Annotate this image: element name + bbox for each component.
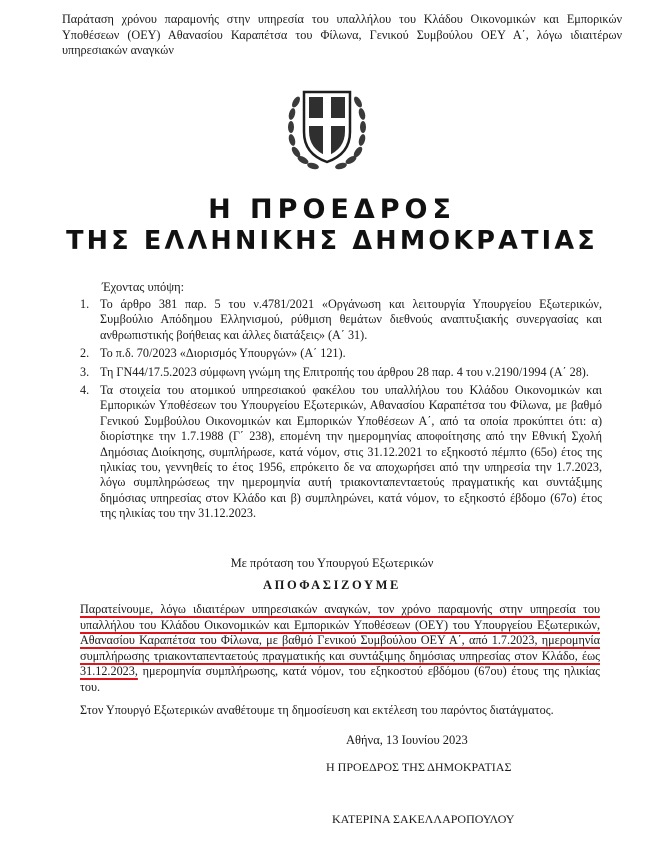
president-label: Η ΠΡΟΕΔΡΟΣ ΤΗΣ ΔΗΜΟΚΡΑΤΙΑΣ (326, 760, 512, 774)
decision-heading: ΑΠΟΦΑΣΙΖΟΥΜΕ (263, 578, 401, 592)
list-item (80, 297, 602, 343)
decision-paragraph (80, 602, 600, 696)
list-item-text: Τη ΓΝ44/17.5.2023 σύμφωνη γνώμη της Επιτροπής του άρθρου 28 παρ. 4 του ν.2190/1994 (Α΄ 28). (100, 364, 589, 379)
list-item (80, 365, 602, 380)
list-item-number: 1. (80, 297, 90, 311)
header-note: Παράταση χρόνου παραμονής στην υπηρεσία του υπαλλήλου του Κλάδου Οικονομικών και Εμπορικών Υποθέσεων (ΟΕΥ) Αθανασίου Καραπέτσα του Φίλωνα, Γενικού Συμβούλου ΟΕΥ Α΄, λόγω ιδιαιτέρων υπηρεσιακών αναγκών (62, 12, 622, 57)
signature-name: ΚΑΤΕΡΙΝΑ ΣΑΚΕΛΛΑΡΟΠΟΥΛΟΥ (332, 812, 515, 826)
list-item (80, 346, 602, 361)
list-item-number: 4. (80, 383, 90, 398)
highlighted-decision-text: Παρατείνουμε, λόγω ιδιαιτέρων υπηρεσιακών αναγκών, τον χρόνο παραμονής στην υπηρεσία του υπαλλήλου του Κλάδου Οικονομικών και Εμπορικών Υποθέσεων (ΟΕΥ) του Υπουργείου Εξωτερικών, Αθανασίου Καραπέτσα του Φίλωνα, με βαθμό Γενικού Συμβούλου ΟΕΥ Α΄, από 1.7.2023, ημερομηνία συμπλήρωσης τριακονταπενταετούς πραγματικής και συντάξιμης δημόσιας υπηρεσίας στον Κλάδο, έως 31.12.2023, (80, 602, 600, 679)
page-title: Η ΠΡΟΕΔΡΟΣ (208, 194, 456, 225)
instruction-line: Στον Υπουργό Εξωτερικών αναθέτουμε τη δημοσίευση και εκτέλεση του παρόντος διατάγματος. (80, 703, 554, 717)
considering-label: Έχοντας υπόψη: (102, 280, 185, 294)
page-subtitle: ΤΗΣ ΕΛΛΗΝΙΚΗΣ ΔΗΜΟΚΡΑΤΙΑΣ (66, 226, 598, 256)
shield-icon (304, 92, 350, 162)
greek-coat-of-arms-icon (286, 82, 368, 172)
dateline: Αθήνα, 13 Ιουνίου 2023 (346, 733, 468, 747)
list-item-number: 2. (80, 346, 90, 361)
list-item-text: Το π.δ. 70/2023 «Διορισμός Υπουργών» (Α΄ 121). (100, 346, 346, 361)
decision-text-rest: ημερομηνία συμπλήρωσης, κατά νόμον, του εξηκοστού εβδόμου (67ου) έτους της ηλικίας του. (80, 664, 600, 694)
list-item-text: Το άρθρο 381 παρ. 5 του ν.4781/2021 «Οργάνωση και λειτουργία Υπουργείου Εξωτερικών, Συμβούλιο Απόδημου Ελληνισμού, ρύθμιση θεμάτων διεθνούς αναπτυξιακής συνεργασίας και ανθρωπιστικής βοήθειας και άλλες διατάξεις» (Α΄ 31). (100, 297, 602, 342)
list-item (80, 383, 602, 522)
list-item-number: 3. (80, 364, 90, 379)
proposal-line: Με πρόταση του Υπουργού Εξωτερικών (230, 556, 434, 570)
list-item-text: Τα στοιχεία του ατομικού υπηρεσιακού φακέλου του υπαλλήλου του Κλάδου Οικονομικών και Εμπορικών Υποθέσεων του Υπουργείου Εξωτερικών, Αθανασίου Καραπέτσα του Φίλωνα, με βαθμό Γενικού Συμβούλου Οικονομικών και Εμπορικών Υποθέσεων Α΄, από τα οποία προκύπτει ότι: α) διορίστηκε την 1.7.1988 (Γ΄ 238), επομένη την ημερομηνίας αποφοίτησης από την Εθνική Σχολή Δημόσιας Διοίκησης, συμπλήρωσε, κατά νόμον, στις 31.12.2021 το εξηκοστό πέμπτο (65ο) έτος της ηλικίας του, γεννηθείς το έτος 1956, επρόκειτο δε να αποχωρήσει από την υπηρεσία την 1.7.2023, λόγω συμπληρώσεως την ημερομηνία αυτή τριακονταπενταετούς πραγματικής και συντάξιμης δημόσιας υπηρεσίας στον Κλάδο και β) συμπληρώνει, κατά νόμον, το εξηκοστό έβδομο (67ο) έτος της ηλικίας του την 31.12.2023. (100, 383, 602, 521)
considerations-list (80, 297, 602, 525)
